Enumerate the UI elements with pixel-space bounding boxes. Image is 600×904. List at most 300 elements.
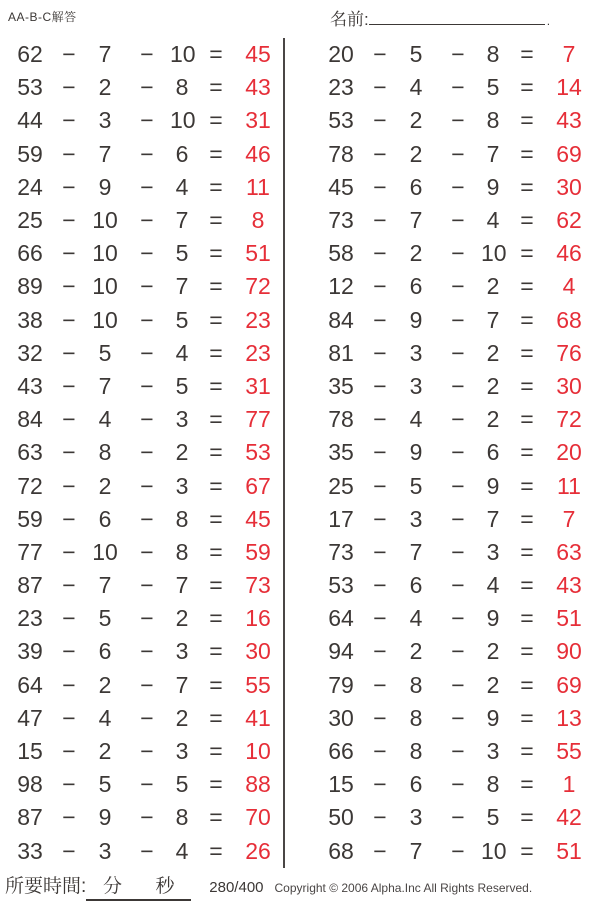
- equals-sign: =: [520, 439, 534, 466]
- problem-row: [319, 104, 589, 137]
- answer: 88: [245, 771, 271, 798]
- operand-3: 4: [486, 207, 500, 234]
- answer: 69: [556, 671, 582, 698]
- operand-1: 59: [17, 505, 43, 532]
- copyright-text: Copyright © 2006 Alpha.Inc All Rights Reserved.: [274, 881, 533, 895]
- problem-row: [8, 835, 278, 868]
- operand-1: 77: [17, 538, 43, 565]
- minus-sign: −: [451, 771, 465, 798]
- operand-2: 7: [409, 837, 423, 864]
- answer: 43: [556, 572, 582, 599]
- minus-sign: −: [62, 538, 76, 565]
- problem-row: [8, 735, 278, 768]
- equals-sign: =: [209, 406, 223, 433]
- operand-3: 2: [486, 372, 500, 399]
- problem-row: [8, 403, 278, 436]
- operand-3: 7: [175, 572, 189, 599]
- problem-row: [319, 138, 589, 171]
- minus-sign: −: [451, 406, 465, 433]
- minus-sign: −: [373, 339, 387, 366]
- operand-2: 3: [409, 339, 423, 366]
- minus-sign: −: [451, 107, 465, 134]
- minus-sign: −: [373, 738, 387, 765]
- operand-1: 24: [17, 173, 43, 200]
- equals-sign: =: [209, 107, 223, 134]
- operand-2: 8: [409, 671, 423, 698]
- equals-sign: =: [520, 472, 534, 499]
- answer: 45: [245, 505, 271, 532]
- operand-1: 15: [328, 771, 354, 798]
- minus-sign: −: [140, 837, 154, 864]
- operand-3: 9: [486, 605, 500, 632]
- operand-1: 78: [328, 406, 354, 433]
- minus-sign: −: [140, 638, 154, 665]
- operand-2: 4: [98, 704, 112, 731]
- answer: 16: [245, 605, 271, 632]
- operand-3: 2: [486, 406, 500, 433]
- answer: 23: [245, 306, 271, 333]
- equals-sign: =: [520, 41, 534, 68]
- minus-sign: −: [140, 804, 154, 831]
- answer: 11: [246, 173, 270, 200]
- answer: 72: [556, 406, 582, 433]
- operand-1: 79: [328, 671, 354, 698]
- equals-sign: =: [520, 572, 534, 599]
- equals-sign: =: [209, 306, 223, 333]
- minus-sign: −: [62, 738, 76, 765]
- problem-row: [8, 370, 278, 403]
- operand-2: 8: [98, 439, 112, 466]
- operand-1: 98: [17, 771, 43, 798]
- operand-1: 44: [17, 107, 43, 134]
- answer: 59: [245, 538, 271, 565]
- operand-3: 8: [486, 107, 500, 134]
- minus-sign: −: [373, 273, 387, 300]
- operand-3: 5: [486, 74, 500, 101]
- operand-3: 3: [486, 538, 500, 565]
- problem-row: [319, 735, 589, 768]
- minus-sign: −: [62, 107, 76, 134]
- equals-sign: =: [520, 771, 534, 798]
- operand-3: 4: [175, 339, 189, 366]
- minus-sign: −: [451, 671, 465, 698]
- column-divider: [283, 38, 285, 868]
- answer: 26: [245, 837, 271, 864]
- minus-sign: −: [451, 306, 465, 333]
- minus-sign: −: [373, 74, 387, 101]
- operand-3: 3: [486, 738, 500, 765]
- problem-row: [319, 768, 589, 801]
- problem-row: [8, 71, 278, 104]
- operand-3: 3: [175, 738, 189, 765]
- operand-3: 3: [175, 472, 189, 499]
- operand-1: 68: [328, 837, 354, 864]
- minus-sign: −: [451, 140, 465, 167]
- minus-sign: −: [140, 41, 154, 68]
- problem-row: [319, 304, 589, 337]
- operand-3: 7: [175, 671, 189, 698]
- operand-3: 6: [175, 140, 189, 167]
- minus-sign: −: [451, 738, 465, 765]
- operand-3: 4: [175, 837, 189, 864]
- equals-sign: =: [209, 605, 223, 632]
- answer: 41: [245, 704, 271, 731]
- operand-1: 39: [17, 638, 43, 665]
- problem-row: [8, 801, 278, 834]
- operand-1: 50: [328, 804, 354, 831]
- minus-sign: −: [451, 505, 465, 532]
- answer: 53: [245, 439, 271, 466]
- equals-sign: =: [520, 538, 534, 565]
- footer: [5, 871, 532, 901]
- equals-sign: =: [520, 306, 534, 333]
- minus-sign: −: [373, 173, 387, 200]
- operand-1: 62: [17, 41, 43, 68]
- equals-sign: =: [209, 41, 223, 68]
- operand-3: 7: [486, 140, 500, 167]
- problem-row: [319, 38, 589, 71]
- equals-sign: =: [209, 339, 223, 366]
- equals-sign: =: [209, 439, 223, 466]
- equals-sign: =: [209, 804, 223, 831]
- operand-3: 4: [175, 173, 189, 200]
- operand-2: 4: [409, 406, 423, 433]
- equals-sign: =: [209, 240, 223, 267]
- minus-sign: −: [62, 306, 76, 333]
- equals-sign: =: [520, 372, 534, 399]
- operand-2: 5: [98, 605, 112, 632]
- operand-2: 5: [98, 771, 112, 798]
- page-indicator: 280/400: [209, 879, 264, 896]
- operand-2: 5: [409, 472, 423, 499]
- problem-column-left: [8, 38, 278, 868]
- operand-2: 2: [98, 671, 112, 698]
- operand-2: 8: [409, 704, 423, 731]
- problem-column-right: [319, 38, 589, 868]
- operand-3: 10: [481, 837, 507, 864]
- minus-sign: −: [451, 339, 465, 366]
- operand-2: 4: [409, 74, 423, 101]
- equals-sign: =: [209, 505, 223, 532]
- equals-sign: =: [209, 671, 223, 698]
- operand-3: 8: [486, 41, 500, 68]
- operand-3: 8: [175, 505, 189, 532]
- minus-sign: −: [140, 240, 154, 267]
- operand-2: 2: [409, 107, 423, 134]
- operand-3: 3: [175, 638, 189, 665]
- operand-1: 53: [17, 74, 43, 101]
- operand-2: 6: [409, 273, 423, 300]
- minus-sign: −: [140, 273, 154, 300]
- operand-3: 5: [175, 306, 189, 333]
- minus-sign: −: [62, 505, 76, 532]
- answer: 31: [245, 372, 271, 399]
- minus-sign: −: [451, 439, 465, 466]
- equals-sign: =: [209, 173, 223, 200]
- operand-1: 32: [17, 339, 43, 366]
- equals-sign: =: [520, 140, 534, 167]
- equals-sign: =: [209, 472, 223, 499]
- operand-3: 8: [175, 74, 189, 101]
- problem-row: [319, 370, 589, 403]
- operand-3: 2: [175, 439, 189, 466]
- equals-sign: =: [520, 804, 534, 831]
- operand-1: 15: [17, 738, 43, 765]
- answer: 51: [556, 605, 582, 632]
- operand-2: 7: [98, 140, 112, 167]
- equals-sign: =: [520, 406, 534, 433]
- operand-3: 5: [175, 240, 189, 267]
- operand-3: 3: [175, 406, 189, 433]
- problem-row: [8, 104, 278, 137]
- minus-sign: −: [62, 472, 76, 499]
- minus-sign: −: [62, 572, 76, 599]
- operand-1: 84: [328, 306, 354, 333]
- minus-sign: −: [140, 207, 154, 234]
- minus-sign: −: [451, 638, 465, 665]
- minus-sign: −: [140, 406, 154, 433]
- minutes-label: 分: [103, 876, 123, 897]
- equals-sign: =: [209, 771, 223, 798]
- operand-2: 2: [409, 240, 423, 267]
- minus-sign: −: [140, 339, 154, 366]
- operand-1: 59: [17, 140, 43, 167]
- minus-sign: −: [451, 704, 465, 731]
- operand-2: 10: [92, 207, 118, 234]
- operand-2: 2: [409, 140, 423, 167]
- equals-sign: =: [520, 505, 534, 532]
- problem-row: [8, 204, 278, 237]
- minus-sign: −: [62, 671, 76, 698]
- minus-sign: −: [451, 472, 465, 499]
- operand-2: 3: [409, 505, 423, 532]
- problem-row: [319, 635, 589, 668]
- operand-1: 23: [17, 605, 43, 632]
- operand-1: 72: [17, 472, 43, 499]
- minus-sign: −: [140, 472, 154, 499]
- answer: 1: [562, 771, 576, 798]
- minus-sign: −: [140, 771, 154, 798]
- operand-2: 6: [98, 638, 112, 665]
- minus-sign: −: [140, 572, 154, 599]
- operand-2: 7: [98, 41, 112, 68]
- operand-1: 73: [328, 207, 354, 234]
- operand-1: 87: [17, 572, 43, 599]
- problem-row: [8, 436, 278, 469]
- operand-2: 7: [409, 538, 423, 565]
- answer: 30: [556, 173, 582, 200]
- operand-3: 2: [175, 605, 189, 632]
- equals-sign: =: [520, 605, 534, 632]
- minus-sign: −: [62, 804, 76, 831]
- answer: 73: [245, 572, 271, 599]
- operand-1: 38: [17, 306, 43, 333]
- operand-1: 66: [328, 738, 354, 765]
- minus-sign: −: [373, 472, 387, 499]
- minus-sign: −: [373, 41, 387, 68]
- problem-row: [319, 702, 589, 735]
- problem-row: [8, 469, 278, 502]
- operand-3: 2: [486, 671, 500, 698]
- minus-sign: −: [62, 771, 76, 798]
- minus-sign: −: [62, 372, 76, 399]
- operand-3: 7: [486, 306, 500, 333]
- equals-sign: =: [520, 240, 534, 267]
- minus-sign: −: [451, 74, 465, 101]
- problem-row: [319, 569, 589, 602]
- operand-2: 9: [409, 306, 423, 333]
- operand-1: 35: [328, 372, 354, 399]
- equals-sign: =: [520, 207, 534, 234]
- equals-sign: =: [520, 74, 534, 101]
- operand-2: 9: [409, 439, 423, 466]
- answer: 90: [556, 638, 582, 665]
- problem-row: [319, 270, 589, 303]
- equals-sign: =: [209, 140, 223, 167]
- operand-3: 7: [175, 207, 189, 234]
- operand-1: 81: [328, 339, 354, 366]
- name-label: 名前:: [330, 10, 369, 29]
- answer: 55: [556, 738, 582, 765]
- answer: 51: [245, 240, 271, 267]
- problem-row: [8, 304, 278, 337]
- minus-sign: −: [62, 638, 76, 665]
- operand-1: 58: [328, 240, 354, 267]
- minus-sign: −: [373, 638, 387, 665]
- equals-sign: =: [209, 738, 223, 765]
- operand-1: 43: [17, 372, 43, 399]
- minus-sign: −: [62, 406, 76, 433]
- minus-sign: −: [140, 439, 154, 466]
- minus-sign: −: [140, 372, 154, 399]
- answer: 77: [245, 406, 271, 433]
- operand-2: 3: [98, 837, 112, 864]
- minus-sign: −: [373, 837, 387, 864]
- operand-1: 64: [17, 671, 43, 698]
- operand-2: 4: [98, 406, 112, 433]
- minus-sign: −: [373, 439, 387, 466]
- equals-sign: =: [209, 538, 223, 565]
- operand-3: 2: [486, 638, 500, 665]
- time-label: 所要時間:: [5, 876, 87, 897]
- operand-1: 23: [328, 74, 354, 101]
- problem-row: [319, 337, 589, 370]
- minus-sign: −: [373, 771, 387, 798]
- equals-sign: =: [209, 572, 223, 599]
- equals-sign: =: [209, 273, 223, 300]
- problem-row: [8, 138, 278, 171]
- name-underline: [369, 7, 545, 25]
- operand-2: 8: [409, 738, 423, 765]
- answer: 46: [556, 240, 582, 267]
- problem-row: [8, 669, 278, 702]
- problem-row: [8, 270, 278, 303]
- problem-row: [319, 403, 589, 436]
- equals-sign: =: [520, 704, 534, 731]
- operand-2: 3: [98, 107, 112, 134]
- worksheet-title: AA-B-C解答: [8, 10, 77, 24]
- minus-sign: −: [373, 704, 387, 731]
- minus-sign: −: [62, 439, 76, 466]
- answer: 14: [556, 74, 582, 101]
- equals-sign: =: [520, 638, 534, 665]
- problem-row: [8, 38, 278, 71]
- name-period: .: [546, 14, 551, 28]
- operand-3: 8: [175, 538, 189, 565]
- problem-row: [319, 536, 589, 569]
- problem-row: [8, 536, 278, 569]
- equals-sign: =: [520, 837, 534, 864]
- operand-1: 35: [328, 439, 354, 466]
- minus-sign: −: [451, 273, 465, 300]
- answer: 63: [556, 538, 582, 565]
- operand-3: 5: [175, 372, 189, 399]
- problem-row: [319, 469, 589, 502]
- minus-sign: −: [451, 538, 465, 565]
- equals-sign: =: [520, 738, 534, 765]
- seconds-label: 秒: [155, 876, 175, 897]
- operand-2: 6: [409, 771, 423, 798]
- problem-row: [8, 768, 278, 801]
- problem-row: [319, 237, 589, 270]
- minus-sign: −: [140, 140, 154, 167]
- answer: 43: [556, 107, 582, 134]
- operand-2: 2: [409, 638, 423, 665]
- operand-1: 89: [17, 273, 43, 300]
- minus-sign: −: [62, 605, 76, 632]
- equals-sign: =: [520, 339, 534, 366]
- operand-1: 47: [17, 704, 43, 731]
- operand-3: 8: [486, 771, 500, 798]
- minus-sign: −: [62, 207, 76, 234]
- answer: 76: [556, 339, 582, 366]
- time-underline: [86, 871, 191, 901]
- operand-2: 7: [98, 372, 112, 399]
- operand-1: 30: [328, 704, 354, 731]
- operand-1: 87: [17, 804, 43, 831]
- minus-sign: −: [62, 837, 76, 864]
- operand-3: 10: [170, 41, 196, 68]
- operand-3: 7: [486, 505, 500, 532]
- minus-sign: −: [373, 207, 387, 234]
- answer: 4: [562, 273, 576, 300]
- answer: 20: [556, 439, 582, 466]
- operand-2: 3: [409, 372, 423, 399]
- operand-2: 9: [98, 804, 112, 831]
- answer: 43: [245, 74, 271, 101]
- answer: 72: [245, 273, 271, 300]
- minus-sign: −: [62, 173, 76, 200]
- problem-row: [319, 669, 589, 702]
- operand-2: 7: [98, 572, 112, 599]
- operand-1: 20: [328, 41, 354, 68]
- answer: 55: [245, 671, 271, 698]
- equals-sign: =: [209, 704, 223, 731]
- minus-sign: −: [451, 572, 465, 599]
- operand-3: 9: [486, 704, 500, 731]
- minus-sign: −: [373, 306, 387, 333]
- operand-1: 66: [17, 240, 43, 267]
- minus-sign: −: [451, 372, 465, 399]
- minus-sign: −: [62, 74, 76, 101]
- problem-row: [8, 635, 278, 668]
- problem-row: [319, 801, 589, 834]
- operand-1: 64: [328, 605, 354, 632]
- minus-sign: −: [373, 572, 387, 599]
- operand-3: 6: [486, 439, 500, 466]
- operand-3: 2: [486, 273, 500, 300]
- minus-sign: −: [373, 804, 387, 831]
